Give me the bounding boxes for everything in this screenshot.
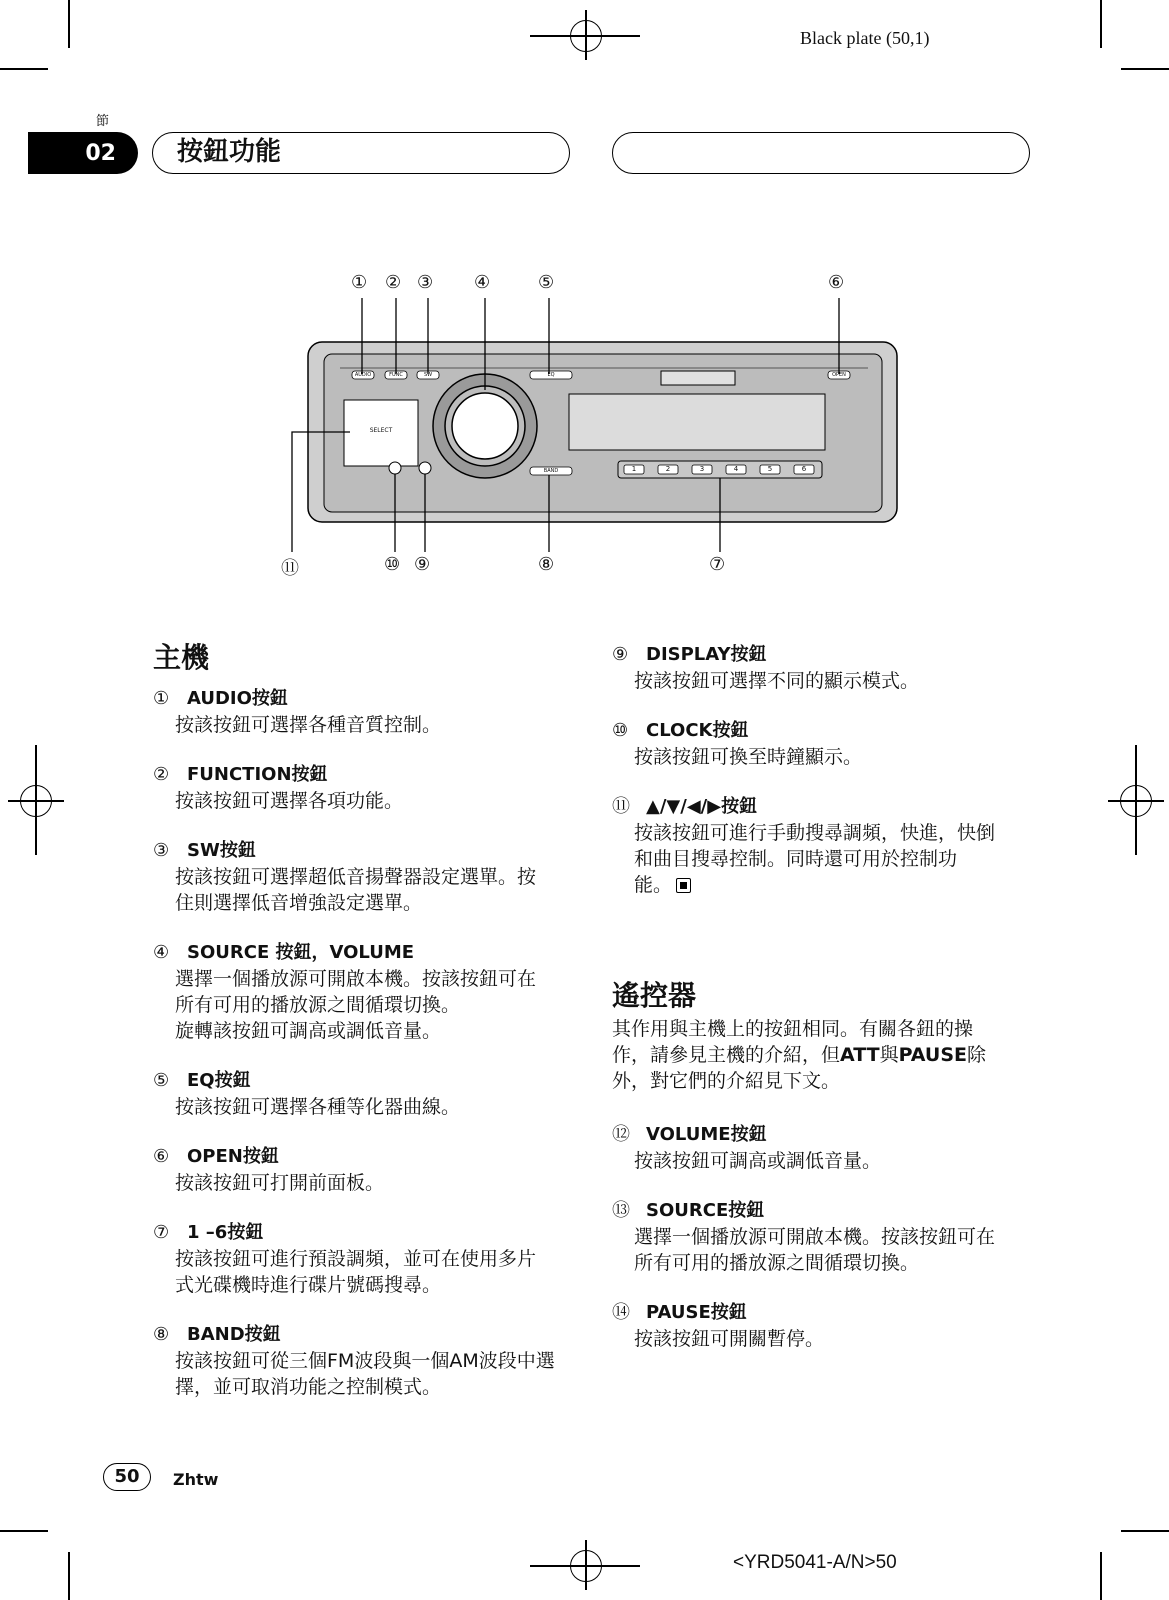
select-pad-label: SELECT <box>369 427 393 434</box>
list-item: ⑤ EQ按鈕 按該按鈕可選擇各種等化器曲線。 <box>153 1070 461 1118</box>
preset-label-5: 5 <box>767 465 773 473</box>
footer-code: <YRD5041-A/N>50 <box>733 1552 897 1573</box>
section-title-pill-empty <box>612 132 1030 174</box>
list-item: ⑥ OPEN按鈕 按該按鈕可打開前面板。 <box>153 1146 385 1194</box>
list-item: ⑦ 1 –6按鈕 按該按鈕可進行預設調頻，並可在使用多片 式光碟機時進行碟片號碼搜尋。 <box>153 1222 537 1296</box>
preset-label-2: 2 <box>665 465 671 473</box>
band-button-label: BAND <box>543 468 559 474</box>
eq-button-label: EQ <box>547 372 555 378</box>
callout-6: ⑥ <box>828 272 845 293</box>
crop-mark <box>68 0 70 48</box>
list-item: ⑬ SOURCE按鈕 選擇一個播放源可開啟本機。按該按鈕可在 所有可用的播放源之間循環切換。 <box>612 1200 996 1274</box>
crop-mark <box>68 1552 70 1600</box>
list-item: ⑩ CLOCK按鈕 按該按鈕可換至時鐘顯示。 <box>612 720 863 768</box>
list-item: ⑨ DISPLAY按鈕 按該按鈕可選擇不同的顯示模式。 <box>612 644 920 692</box>
section-title: 按鈕功能 <box>152 132 570 174</box>
callout-1: ① <box>351 272 368 293</box>
head-unit-diagram <box>0 270 1169 590</box>
callout-4: ④ <box>474 272 491 293</box>
list-item: ⑪ ▲/▼/◀/▶按鈕 按該按鈕可進行手動搜尋調頻，快進，快倒 和曲目搜尋控制。同時還可用於控制功 能。 <box>612 796 996 896</box>
callout-8: ⑧ <box>538 554 555 575</box>
list-item: ② FUNCTION按鈕 按該按鈕可選擇各項功能。 <box>153 764 404 812</box>
end-mark-icon <box>676 878 691 893</box>
callout-9: ⑨ <box>414 554 431 575</box>
page-number: 50 <box>103 1463 151 1491</box>
section-number: 02 <box>85 140 116 166</box>
audio-button-label: AUDIO <box>354 372 372 378</box>
remote-intro: 其作用與主機上的按鈕相同。有關各鈕的操 作，請參見主機的介紹，但ATT與PAUSE除 外，對它們的介紹見下文。 <box>612 1018 987 1092</box>
func-button-label: FUNC <box>389 372 403 378</box>
crop-mark <box>1121 68 1169 70</box>
crop-mark <box>1100 1552 1102 1600</box>
language-code: Zhtw <box>173 1470 219 1489</box>
callout-2: ② <box>385 272 402 293</box>
preset-label-6: 6 <box>801 465 807 473</box>
callout-3: ③ <box>417 272 434 293</box>
list-item: ① AUDIO按鈕 按該按鈕可選擇各種音質控制。 <box>153 688 442 736</box>
section-label: 節 <box>96 114 110 129</box>
main-unit-heading: 主機 <box>153 641 210 674</box>
section-number-badge <box>28 132 138 174</box>
crop-mark <box>1121 1530 1169 1532</box>
callout-5: ⑤ <box>538 272 555 293</box>
list-item: ⑭ PAUSE按鈕 按該按鈕可開關暫停。 <box>612 1302 825 1350</box>
crop-mark <box>0 68 48 70</box>
callout-11: ⑪ <box>281 558 299 579</box>
list-item: ④ SOURCE 按鈕，VOLUME 選擇一個播放源可開啟本機。按該按鈕可在 所有可用的播放源之間循環切換。 旋轉該按鈕可調高或調低音量。 <box>153 942 537 1042</box>
list-item: ⑫ VOLUME按鈕 按該按鈕可調高或調低音量。 <box>612 1124 882 1172</box>
list-item: ③ SW按鈕 按該按鈕可選擇超低音揚聲器設定選單。按 住則選擇低音增強設定選單。 <box>153 840 537 914</box>
open-button-label: OPEN <box>832 372 846 378</box>
remote-heading: 遙控器 <box>612 979 697 1012</box>
callout-10: ⑩ <box>384 554 401 575</box>
callout-7: ⑦ <box>709 554 726 575</box>
sw-button-label: SW <box>423 372 433 378</box>
preset-label-4: 4 <box>733 465 739 473</box>
list-item: ⑧ BAND按鈕 按該按鈕可從三個FM波段與一個AM波段中選 擇，並可取消功能之控制模式。 <box>153 1324 555 1398</box>
preset-label-3: 3 <box>699 465 705 473</box>
crop-mark <box>1100 0 1102 48</box>
black-plate-label: Black plate (50,1) <box>800 28 930 48</box>
crop-mark <box>0 1530 48 1532</box>
preset-label-1: 1 <box>631 465 637 473</box>
